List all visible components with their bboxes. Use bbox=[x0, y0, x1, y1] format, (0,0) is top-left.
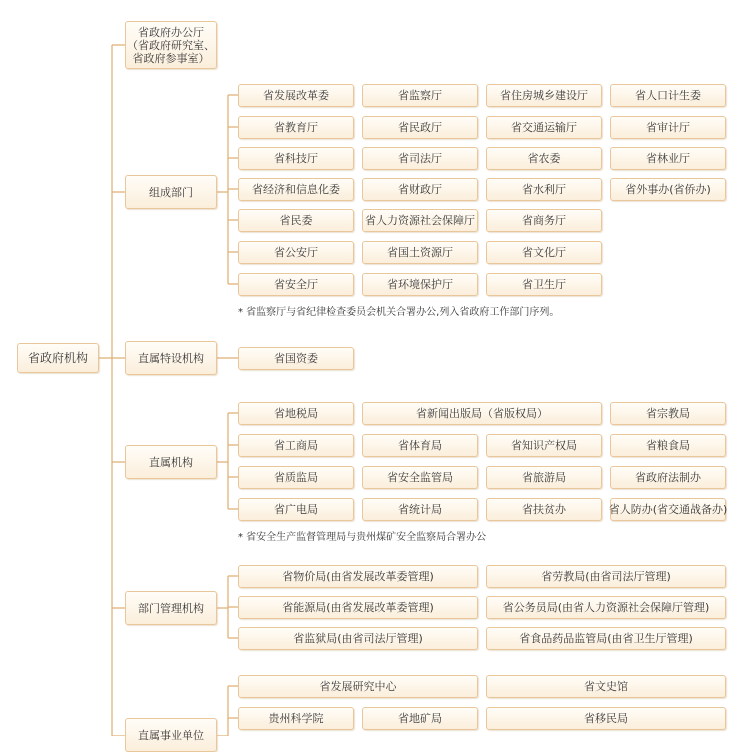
institution-item: 省移民局 bbox=[486, 707, 726, 730]
components-item: 省民政厅 bbox=[362, 116, 478, 139]
components-item: 省经济和信息化委 bbox=[238, 178, 354, 201]
dept-managed-item: 省食品药品监管局(由省卫生厅管理) bbox=[486, 627, 726, 650]
components-item: 省国土资源厅 bbox=[362, 241, 478, 264]
direct-item: 省政府法制办 bbox=[610, 466, 726, 489]
components-item: 省发展改革委 bbox=[238, 84, 354, 107]
dept-managed-item: 省公务员局(由省人力资源社会保障厅管理) bbox=[486, 596, 726, 619]
direct-item: 省广电局 bbox=[238, 498, 354, 521]
category-direct: 直属机构 bbox=[125, 445, 217, 479]
components-item: 省交通运输厅 bbox=[486, 116, 602, 139]
components-item: 省卫生厅 bbox=[486, 273, 602, 296]
dept-managed-item: 省能源局(由省发展改革委管理) bbox=[238, 596, 478, 619]
direct-note: * 省安全生产监督管理局与贵州煤矿安全监察局合署办公 bbox=[238, 532, 487, 543]
components-item: 省公安厅 bbox=[238, 241, 354, 264]
direct-item: 省统计局 bbox=[362, 498, 478, 521]
components-item: 省教育厅 bbox=[238, 116, 354, 139]
components-item: 省农委 bbox=[486, 147, 602, 170]
components-note: * 省监察厅与省纪律检查委员会机关合署办公,列入省政府工作部门序列。 bbox=[238, 307, 560, 318]
components-item: 省商务厅 bbox=[486, 209, 602, 232]
components-item: 省安全厅 bbox=[238, 273, 354, 296]
office-line-1: 省政府办公厅 bbox=[138, 25, 204, 39]
components-item: 省人口计生委 bbox=[610, 84, 726, 107]
components-item: 省环境保护厅 bbox=[362, 273, 478, 296]
institution-item: 省文史馆 bbox=[486, 675, 726, 698]
components-item: 省监察厅 bbox=[362, 84, 478, 107]
dept-managed-item: 省监狱局(由省司法厅管理) bbox=[238, 627, 478, 650]
direct-item: 省工商局 bbox=[238, 434, 354, 457]
components-item: 省民委 bbox=[238, 209, 354, 232]
direct-item: 省地税局 bbox=[238, 402, 354, 425]
components-item: 省财政厅 bbox=[362, 178, 478, 201]
components-item: 省外事办(省侨办) bbox=[610, 178, 726, 201]
components-item: 省审计厅 bbox=[610, 116, 726, 139]
office-line-2: （省政府研究室、 bbox=[127, 38, 215, 52]
direct-item: 省体育局 bbox=[362, 434, 478, 457]
direct-item: 省旅游局 bbox=[486, 466, 602, 489]
direct-item: 省质监局 bbox=[238, 466, 354, 489]
components-item: 省林业厅 bbox=[610, 147, 726, 170]
office-node bbox=[125, 21, 217, 69]
category-components: 组成部门 bbox=[125, 175, 217, 209]
category-special: 直属特设机构 bbox=[125, 341, 217, 375]
components-item: 省科技厅 bbox=[238, 147, 354, 170]
root-node: 省政府机构 bbox=[17, 343, 99, 373]
institution-item: 贵州科学院 bbox=[238, 707, 354, 730]
components-item: 省住房城乡建设厅 bbox=[486, 84, 602, 107]
dept-managed-item: 省劳教局(由省司法厅管理) bbox=[486, 565, 726, 588]
components-item: 省水利厅 bbox=[486, 178, 602, 201]
institution-item: 省地矿局 bbox=[362, 707, 478, 730]
direct-item: 省扶贫办 bbox=[486, 498, 602, 521]
direct-item: 省粮食局 bbox=[610, 434, 726, 457]
category-dept-managed: 部门管理机构 bbox=[125, 591, 217, 625]
components-item: 省人力资源社会保障厅 bbox=[362, 209, 478, 232]
dept-managed-item: 省物价局(由省发展改革委管理) bbox=[238, 565, 478, 588]
institution-item: 省发展研究中心 bbox=[238, 675, 478, 698]
components-item: 省文化厅 bbox=[486, 241, 602, 264]
direct-item: 省安全监管局 bbox=[362, 466, 478, 489]
category-institutions: 直属事业单位 bbox=[125, 718, 217, 752]
components-item: 省司法厅 bbox=[362, 147, 478, 170]
special-item: 省国资委 bbox=[238, 347, 354, 370]
direct-item: 省宗教局 bbox=[610, 402, 726, 425]
office-line-3: 省政府参事室） bbox=[132, 51, 210, 65]
direct-item: 省新闻出版局（省版权局） bbox=[362, 402, 602, 425]
direct-item: 省人防办(省交通战备办) bbox=[610, 498, 726, 521]
direct-item: 省知识产权局 bbox=[486, 434, 602, 457]
